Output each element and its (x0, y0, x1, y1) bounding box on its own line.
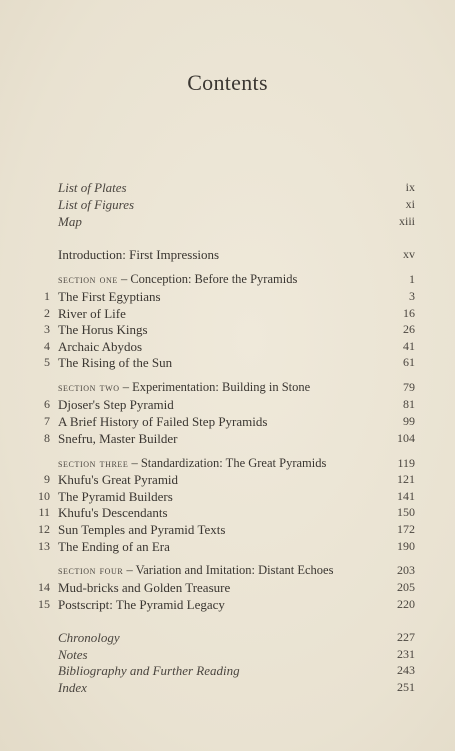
entry-page: 26 (403, 322, 415, 336)
chapter-title: Sun Temples and Pyramid Texts (58, 522, 226, 537)
entry-page: 61 (403, 355, 415, 369)
toc-chapter-1 (0, 288, 455, 305)
entry-page: 119 (397, 456, 415, 470)
section-label: section one (58, 272, 118, 286)
section-label: section four (58, 563, 124, 577)
entry-page: 3 (409, 289, 415, 303)
entry-page: 150 (397, 505, 415, 519)
entry-page: 79 (403, 380, 415, 394)
toc-chapter-12 (0, 521, 455, 538)
chapter-number: 14 (38, 580, 50, 594)
section-heading-3 (0, 455, 455, 472)
chapter-number: 6 (44, 397, 50, 411)
chapter-number: 4 (44, 339, 50, 353)
entry-page: 41 (403, 339, 415, 353)
chapter-title: River of Life (58, 306, 126, 321)
chapter-title: The Horus Kings (58, 322, 148, 337)
section-title: – Standardization: The Great Pyramids (128, 456, 327, 470)
toc-chapter-13 (0, 538, 455, 555)
toc-chapter-11 (0, 504, 455, 521)
chapter-number: 9 (44, 472, 50, 486)
toc-entry-front-2 (0, 196, 455, 213)
entry-page: 81 (403, 397, 415, 411)
entry-page: 205 (397, 580, 415, 594)
entry-page: 190 (397, 539, 415, 553)
chapter-title: Snefru, Master Builder (58, 431, 178, 446)
toc-chapter-7 (0, 413, 455, 430)
chapter-number: 8 (44, 431, 50, 445)
chapter-number: 10 (38, 489, 50, 503)
entry-label: Index (58, 680, 87, 695)
section-heading-4 (0, 562, 455, 579)
entry-label: Bibliography and Further Reading (58, 663, 240, 678)
toc-chapter-6 (0, 396, 455, 413)
entry-page: xi (405, 197, 415, 211)
entry-page: 243 (397, 663, 415, 677)
chapter-title: Djoser's Step Pyramid (58, 397, 174, 412)
entry-page: 231 (397, 647, 415, 661)
toc-entry-back-2 (0, 646, 455, 663)
chapter-title: Mud-bricks and Golden Treasure (58, 580, 231, 595)
entry-page: 141 (397, 489, 415, 503)
chapter-title: A Brief History of Failed Step Pyramids (58, 414, 268, 429)
section-title: – Conception: Before the Pyramids (117, 272, 298, 286)
toc-chapter-8 (0, 430, 455, 447)
chapter-number: 1 (44, 289, 50, 303)
entry-page: 227 (397, 630, 415, 644)
chapter-title: The First Egyptians (58, 289, 161, 304)
entry-label: Notes (58, 647, 88, 662)
toc-chapter-9 (0, 471, 455, 488)
toc-entry-introduction (0, 246, 455, 263)
toc-chapter-10 (0, 488, 455, 505)
entry-page: 172 (397, 522, 415, 536)
entry-label: Introduction: First Impressions (58, 247, 220, 262)
chapter-number: 15 (38, 597, 50, 611)
chapter-title: The Pyramid Builders (58, 489, 173, 504)
entry-page: 121 (397, 472, 415, 486)
section-heading-2 (0, 379, 455, 396)
entry-label: Chronology (58, 630, 120, 645)
toc-chapter-2 (0, 305, 455, 322)
toc-entry-front-1 (0, 179, 455, 196)
section-label: section two (58, 380, 120, 394)
entry-label: List of Plates (58, 180, 127, 195)
chapter-title: Archaic Abydos (58, 339, 143, 354)
entry-page: xiii (398, 214, 415, 228)
toc-entry-back-3 (0, 662, 455, 679)
page-title: Contents (187, 70, 268, 95)
chapter-title: Khufu's Descendants (58, 505, 168, 520)
toc-chapter-4 (0, 338, 455, 355)
toc-entry-back-1 (0, 629, 455, 646)
section-label: section three (58, 456, 129, 470)
chapter-title: Postscript: The Pyramid Legacy (58, 597, 225, 612)
chapter-number: 5 (44, 355, 50, 369)
chapter-number: 2 (44, 306, 50, 320)
entry-page: 203 (397, 563, 415, 577)
chapter-number: 3 (44, 322, 50, 336)
toc-entry-back-4 (0, 679, 455, 696)
toc-chapter-15 (0, 596, 455, 613)
section-title: – Variation and Imitation: Distant Echoes (123, 563, 334, 577)
entry-page: 16 (403, 306, 415, 320)
section-title: – Experimentation: Building in Stone (119, 380, 311, 394)
entry-page: 104 (397, 431, 415, 445)
entry-page: 251 (397, 680, 415, 694)
toc-chapter-5 (0, 354, 455, 371)
entry-page: 220 (397, 597, 415, 611)
chapter-number: 11 (38, 505, 50, 519)
entry-page: ix (405, 180, 415, 194)
chapter-number: 7 (44, 414, 50, 428)
section-heading-1 (0, 271, 455, 288)
chapter-title: Khufu's Great Pyramid (58, 472, 179, 487)
chapter-number: 12 (38, 522, 50, 536)
entry-label: Map (58, 214, 82, 229)
chapter-title: The Ending of an Era (58, 539, 170, 554)
toc-entry-front-3 (0, 213, 455, 230)
entry-page: 99 (403, 414, 415, 428)
toc-chapter-3 (0, 321, 455, 338)
chapter-number: 13 (38, 539, 50, 553)
entry-page: xv (403, 247, 415, 261)
entry-label: List of Figures (58, 197, 135, 212)
toc-chapter-14 (0, 579, 455, 596)
entry-page: 1 (409, 272, 415, 286)
chapter-title: The Rising of the Sun (58, 355, 173, 370)
